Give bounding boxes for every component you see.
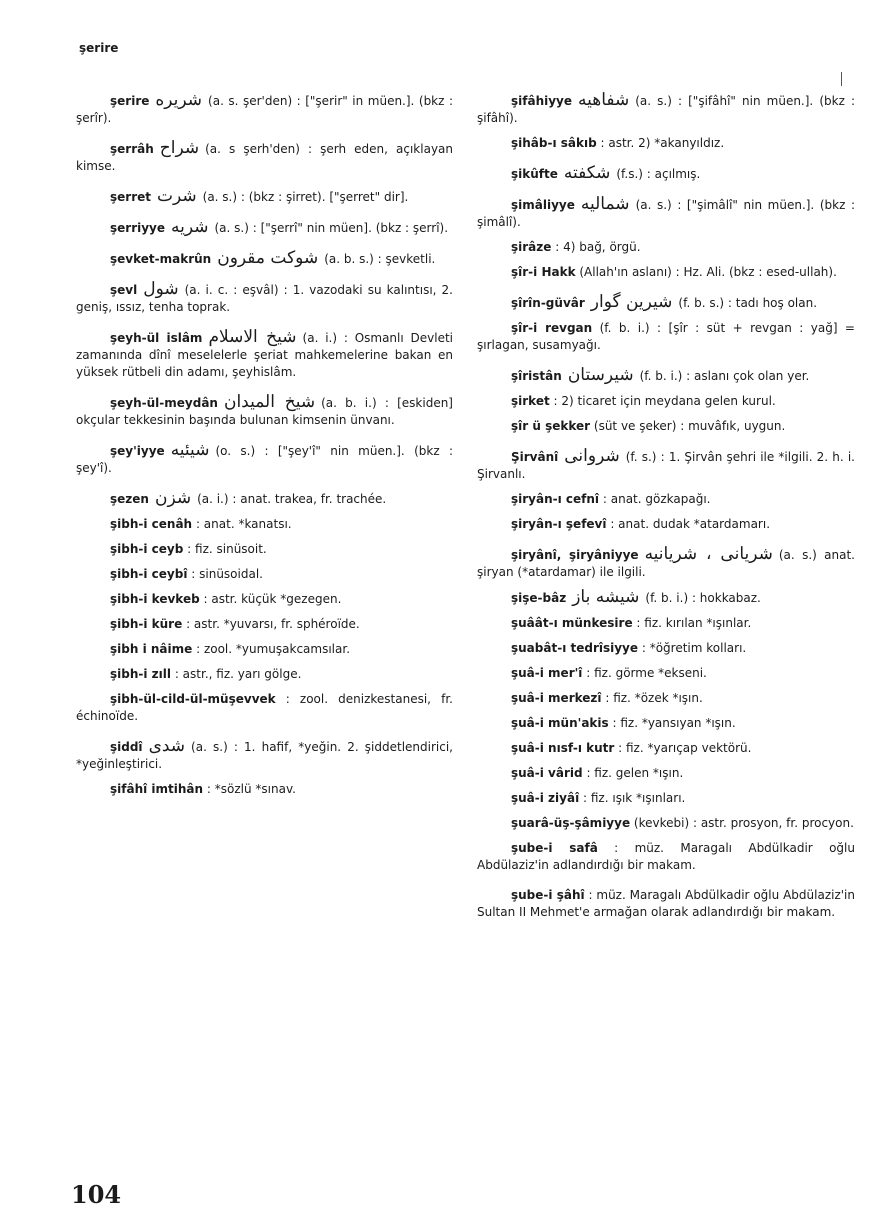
entry-headword: şibh-i ceyb — [110, 542, 184, 556]
dictionary-entry — [477, 640, 855, 657]
dictionary-entry — [76, 442, 453, 477]
entry-headword: şevl — [110, 283, 138, 297]
entry-headword: şuâ-i vârid — [511, 766, 583, 780]
entry-arabic-script: شرت — [157, 186, 197, 206]
dictionary-entry — [477, 615, 855, 632]
entry-headword: şifâhî imtihân — [110, 782, 204, 796]
dictionary-entry — [477, 715, 855, 732]
entry-arabic-script: شراح — [159, 138, 200, 158]
dictionary-entry — [477, 393, 855, 410]
dictionary-entry — [477, 135, 855, 152]
dictionary-entry — [76, 616, 453, 633]
dictionary-entry — [76, 781, 453, 798]
entry-definition: : 4) bağ, örgü. — [555, 240, 641, 254]
entry-headword: şîr ü şekker — [511, 419, 591, 433]
entry-definition: : 2) ticaret için meydana gelen kurul. — [553, 394, 776, 408]
entry-arabic-script: شيرستان — [567, 365, 634, 385]
entry-arabic-script: شزن — [154, 488, 192, 508]
entry-definition: (a. s. şer'den) : ["şerir" in müen.]. (bkz : şerîr). — [76, 94, 453, 125]
entry-arabic-script: شكفته — [563, 163, 611, 183]
entry-arabic-script: شريانى ، شريانيه — [644, 544, 773, 564]
dictionary-entry — [477, 690, 855, 707]
entry-definition: : müz. Maragalı Abdülkadir oğlu Abdülaziz'in Sultan II Mehmet'e armağan olarak adlandırdığı bir makam. — [477, 888, 855, 919]
entry-definition: : fiz. kırılan *ışınlar. — [636, 616, 752, 630]
entry-headword: şuâ-i mün'akis — [511, 716, 609, 730]
entry-definition: : astr. küçük *gezegen. — [203, 592, 342, 606]
entry-definition: (f.s.) : açılmış. — [616, 167, 701, 181]
entry-definition: (a. b. s.) : şevketli. — [324, 252, 436, 266]
running-head: şerire — [79, 41, 119, 55]
entry-arabic-script: شول — [143, 279, 179, 299]
entry-headword: şihâb-ı sâkıb — [511, 136, 597, 150]
entry-definition: : sinüsoidal. — [191, 567, 263, 581]
dictionary-entry — [477, 320, 855, 354]
entry-headword: şuâ-i ziyâî — [511, 791, 580, 805]
entry-headword: Şirvânî — [511, 450, 559, 464]
dictionary-entry — [477, 264, 855, 281]
entry-definition: : müz. Maragalı Abdülkadir oğlu Abdülaziz'in adlandırdığı bir makam. — [477, 841, 855, 872]
entry-definition: (f. b. i.) : aslanı çok olan yer. — [639, 369, 810, 383]
entry-headword: şibh-i küre — [110, 617, 183, 631]
entry-definition: (a. b. i.) : [eskiden] okçular tekkesinin başında bulunan kimsenin ünvanı. — [76, 396, 453, 427]
entry-headword: şeyh-ül islâm — [110, 331, 203, 345]
entry-headword: şîr-i revgan — [511, 321, 593, 335]
entry-headword: şibh-i zıll — [110, 667, 171, 681]
entry-headword: şuâ-i merkezî — [511, 691, 602, 705]
dictionary-entry — [76, 490, 453, 508]
entry-definition: : fiz. sinüsoit. — [187, 542, 267, 556]
entry-definition: : anat. dudak *atardamarı. — [610, 517, 771, 531]
entry-headword: şîr-i Hakk — [511, 265, 576, 279]
entry-headword: şerriyye — [110, 221, 166, 235]
entry-headword: şirâze — [511, 240, 552, 254]
dictionary-entry — [477, 546, 855, 581]
dictionary-entry — [477, 491, 855, 508]
entry-definition: : zool. *yumuşakcamsılar. — [196, 642, 351, 656]
dictionary-entry — [477, 239, 855, 256]
entry-definition: : anat. *kanatsı. — [195, 517, 292, 531]
entry-definition: : astr. 2) *akanyıldız. — [600, 136, 725, 150]
dictionary-entry — [76, 541, 453, 558]
dictionary-entry — [76, 591, 453, 608]
entry-headword: şiryân-ı cefnî — [511, 492, 600, 506]
dictionary-entry — [76, 666, 453, 683]
dictionary-entry — [76, 281, 453, 316]
entry-headword: şibh i nâime — [110, 642, 193, 656]
entry-definition: : astr. *yuvarsı, fr. sphéroïde. — [186, 617, 360, 631]
entry-definition: : fiz. görme *ekseni. — [586, 666, 707, 680]
entry-headword: şerrâh — [110, 142, 154, 156]
dictionary-entry — [76, 738, 453, 773]
entry-definition: : fiz. *yansıyan *ışın. — [612, 716, 736, 730]
entry-definition: (a. s.) : 1. hafif, *yeğin. 2. şiddetlendirici, *yeğinleştirici. — [76, 740, 453, 771]
entry-headword: şeyh-ül-meydân — [110, 396, 218, 410]
dictionary-entry — [76, 516, 453, 533]
entry-definition: (f. b. i.) : hokkabaz. — [645, 591, 761, 605]
dictionary-entry — [76, 329, 453, 381]
entry-arabic-script: شريره — [155, 90, 203, 110]
dictionary-entry — [477, 418, 855, 435]
dictionary-entry — [76, 566, 453, 583]
entry-headword: şuâ-i nısf-ı kutr — [511, 741, 615, 755]
entry-headword: şîrîn-güvâr — [511, 296, 585, 310]
margin-mark — [841, 72, 842, 86]
entry-headword: şiryân-ı şefevî — [511, 517, 607, 531]
entry-headword: şube-i şâhî — [511, 888, 585, 902]
entry-headword: şikûfte — [511, 167, 558, 181]
dictionary-entry — [76, 641, 453, 658]
dictionary-entry — [76, 394, 453, 429]
entry-arabic-script: شيرين گوار — [590, 292, 673, 312]
entry-arabic-script: شريه — [171, 217, 209, 237]
entry-headword: şerret — [110, 190, 151, 204]
entry-headword: şifâhiyye — [511, 94, 573, 108]
entry-headword: şirket — [511, 394, 550, 408]
entry-arabic-script: شروانى — [564, 446, 620, 466]
entry-headword: şibh-i ceybî — [110, 567, 188, 581]
dictionary-entry — [477, 665, 855, 682]
entry-arabic-script: شيخ الميدان — [223, 392, 316, 412]
entry-headword: şibh-ül-cild-ül-müşevvek — [110, 692, 276, 706]
entry-definition: (a. i. c. : eşvâl) : 1. vazodaki su kalıntısı, 2. geniş, ıssız, tenha toprak. — [76, 283, 453, 314]
entry-headword: şîristân — [511, 369, 562, 383]
entry-definition: (a. s.) : ["şifâhî" nin müen.]. (bkz : şifâhî). — [477, 94, 855, 125]
entry-headword: şuâât-ı münkesire — [511, 616, 633, 630]
entry-definition: : fiz. *yarıçap vektörü. — [618, 741, 752, 755]
dictionary-entry — [477, 165, 855, 183]
entry-headword: şerire — [110, 94, 150, 108]
entry-headword: şey'iyye — [110, 444, 165, 458]
dictionary-entry — [477, 516, 855, 533]
entry-arabic-script: شيشه باز — [572, 587, 640, 607]
entry-headword: şibh-i cenâh — [110, 517, 193, 531]
entry-arabic-script: شيخ الاسلام — [208, 327, 297, 347]
entry-arabic-script: شوكت مقرون — [217, 248, 319, 268]
entry-headword: şuarâ-üş-şâmiyye — [511, 816, 631, 830]
dictionary-entry — [477, 589, 855, 607]
entry-definition: (a. i.) : Osmanlı Devleti zamanında dînî meselelerle şeriat mahkemelerine bakan en yüksek rütbeli din adamı, şeyhislâm. — [76, 331, 453, 379]
entry-definition: (o. s.) : ["şey'î" nin müen.]. (bkz : şey'î). — [76, 444, 453, 475]
entry-definition: (a. s şerh'den) : şerh eden, açıklayan kimse. — [76, 142, 453, 173]
entry-definition: (f. b. s.) : tadı hoş olan. — [678, 296, 818, 310]
dictionary-entry — [477, 196, 855, 231]
entry-definition: : anat. gözkapağı. — [602, 492, 711, 506]
dictionary-entry — [477, 92, 855, 127]
entry-headword: şuâ-i mer'î — [511, 666, 583, 680]
dictionary-entry — [76, 188, 453, 206]
entry-definition: (kevkebi) : astr. prosyon, fr. procyon. — [633, 816, 854, 830]
entry-definition: (f. s.) : 1. Şirvân şehri ile *ilgili. 2. h. i. Şirvanlı. — [477, 450, 855, 481]
right-column — [477, 92, 855, 929]
entry-definition: (a. i.) : anat. trakea, fr. trachée. — [197, 492, 387, 506]
entry-headword: şevket-makrûn — [110, 252, 212, 266]
dictionary-entry — [477, 448, 855, 483]
entry-headword: şişe-bâz — [511, 591, 567, 605]
dictionary-entry — [477, 765, 855, 782]
entry-definition: : astr., fiz. yarı gölge. — [174, 667, 302, 681]
dictionary-entry — [76, 140, 453, 175]
dictionary-entry — [477, 815, 855, 832]
dictionary-entry — [477, 294, 855, 312]
page-number: 104 — [71, 1180, 122, 1209]
entry-definition: : zool. denizkestanesi, fr. échinoïde. — [76, 692, 453, 723]
entry-definition: (a. s.) : ["şerrî" nin müen]. (bkz : şerrî). — [214, 221, 449, 235]
dictionary-entry — [477, 740, 855, 757]
dictionary-entry — [76, 250, 453, 268]
entry-definition: : fiz. *özek *ışın. — [605, 691, 703, 705]
dictionary-entry — [76, 92, 453, 127]
left-column — [76, 92, 453, 806]
entry-headword: şuabât-ı tedrîsiyye — [511, 641, 639, 655]
entry-definition: : fiz. gelen *ışın. — [586, 766, 684, 780]
entry-arabic-script: شيئيه — [170, 440, 210, 460]
entry-headword: şimâliyye — [511, 198, 575, 212]
dictionary-entry — [477, 790, 855, 807]
entry-definition: (süt ve şeker) : muvâfık, uygun. — [593, 419, 786, 433]
entry-definition: (a. s.) anat. şiryan (*atardamar) ile ilgili. — [477, 548, 855, 579]
entry-definition: (Allah'ın aslanı) : Hz. Ali. (bkz : esed-ullah). — [579, 265, 837, 279]
entry-definition: : fiz. ışık *ışınları. — [583, 791, 686, 805]
entry-definition: : *sözlü *sınav. — [206, 782, 296, 796]
dictionary-entry — [477, 840, 855, 874]
entry-definition: (a. s.) : ["şimâlî" nin müen.]. (bkz : şimâlî). — [477, 198, 855, 229]
entry-headword: şiddî — [110, 740, 143, 754]
entry-definition: (f. b. i.) : [şîr : süt + revgan : yağ] = şırlagan, susamyağı. — [477, 321, 855, 352]
entry-arabic-script: شفاهيه — [578, 90, 630, 110]
entry-definition: (a. s.) : (bkz : şirret). ["şerret" dir]. — [202, 190, 409, 204]
entry-headword: şibh-i kevkeb — [110, 592, 200, 606]
dictionary-entry — [76, 691, 453, 725]
dictionary-entry — [477, 887, 855, 921]
dictionary-entry — [76, 219, 453, 237]
dictionary-entry — [477, 367, 855, 385]
entry-headword: şiryânî, şiryâniyye — [511, 548, 639, 562]
entry-arabic-script: شدى — [148, 736, 186, 756]
entry-arabic-script: شماليه — [580, 194, 630, 214]
entry-headword: şube-i safâ — [511, 841, 598, 855]
entry-headword: şezen — [110, 492, 149, 506]
entry-definition: : *öğretim kolları. — [641, 641, 747, 655]
